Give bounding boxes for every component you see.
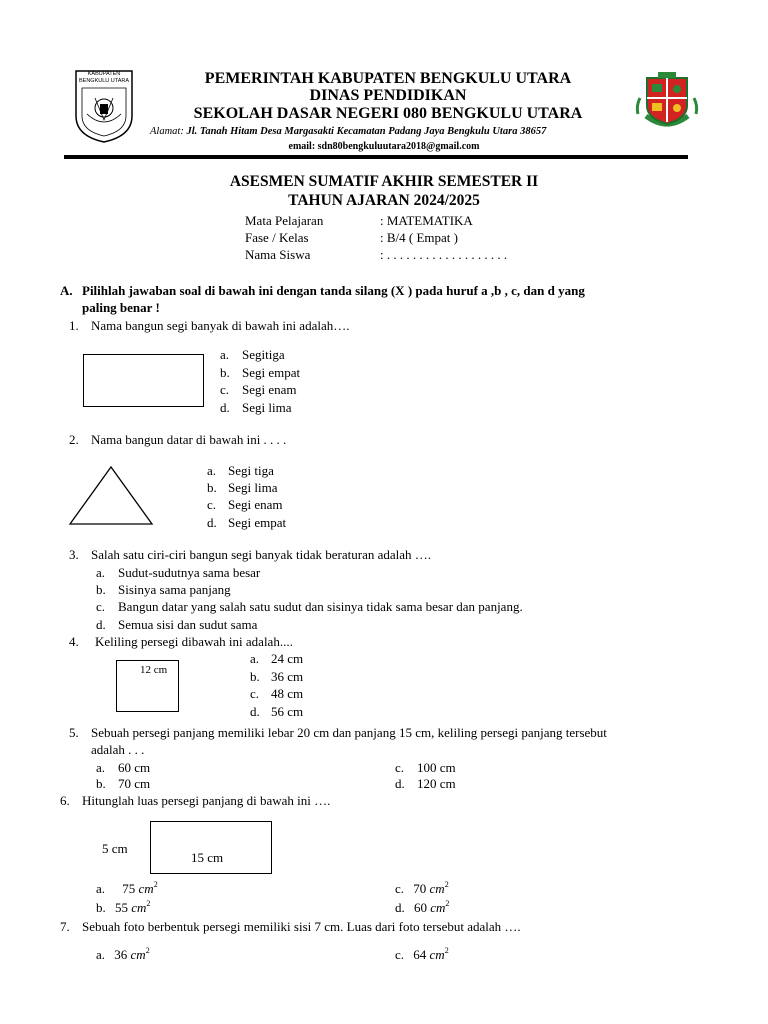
q4-opt-c-text: 48 cm — [271, 686, 304, 701]
q6-opt-a — [96, 880, 158, 897]
q5-opt-d-text: 120 cm — [417, 776, 456, 791]
q7-opt-a-value: 36 — [114, 947, 128, 962]
q3-opt-c-text: Bangun datar yang salah satu sudut dan sisinya tidak sama besar dan panjang. — [118, 599, 523, 614]
q6-opt-d-letter: d. — [395, 900, 405, 915]
q6-opt-b — [96, 899, 150, 916]
q6-opt-c-value: 70 — [413, 881, 427, 896]
q3-text: Salah satu ciri-ciri bangun segi banyak tidak beraturan adalah …. — [91, 547, 432, 562]
q4-opt-a-letter: a. — [250, 651, 260, 666]
q2-opt-b-letter: b. — [207, 480, 217, 495]
q2-opt-d-letter: d. — [207, 515, 217, 530]
email-line: email: sdn80bengkuluutara2018@gmail.com — [288, 141, 480, 152]
exam-title: ASESMEN SUMATIF AKHIR SEMESTER II — [229, 173, 539, 190]
q3-opt-a-text: Sudut-sudutnya sama besar — [118, 565, 261, 580]
q7-opt-a-letter: a. — [96, 947, 106, 962]
q7-opt-c — [395, 946, 449, 963]
q5-opt-b-text: 70 cm — [118, 776, 151, 791]
q2-opt-a-text: Segi tiga — [228, 463, 274, 478]
q6-opt-b-value: 55 — [115, 900, 128, 915]
info-value-name: : . . . . . . . . . . . . . . . . . . . — [380, 247, 508, 262]
q5-opt-a-letter: a. — [96, 760, 106, 775]
q4-opt-b-letter: b. — [250, 669, 260, 684]
q1-text: Nama bangun segi banyak di bawah ini adalah…. — [91, 318, 350, 333]
q5-opt-c-letter: c. — [395, 760, 405, 775]
q6-opt-a-unit: cm — [138, 881, 154, 896]
q3-opt-d-text: Semua sisi dan sudut sama — [118, 617, 258, 632]
q7-opt-c-exp: 2 — [444, 946, 449, 955]
q2-opt-b-text: Segi lima — [228, 480, 278, 495]
q1-opt-c-text: Segi enam — [242, 382, 297, 397]
q6-inner-label: 15 cm — [191, 850, 224, 865]
q6-opt-d — [395, 899, 449, 916]
q4-side-label: 12 cm — [140, 664, 168, 676]
q6-opt-c-letter: c. — [395, 881, 405, 896]
q6-number: 6. — [60, 793, 70, 808]
q3-opt-b-text: Sisinya sama panjang — [118, 582, 231, 597]
q6-opt-a-value: 75 — [122, 881, 136, 896]
q4-opt-d-text: 56 cm — [271, 704, 304, 719]
q7-number: 7. — [60, 919, 70, 934]
q6-side-label: 5 cm — [102, 841, 128, 856]
q2-opt-d-text: Segi empat — [228, 515, 287, 530]
q4-opt-b-text: 36 cm — [271, 669, 304, 684]
q6-text: Hitunglah luas persegi panjang di bawah ini …. — [82, 793, 331, 808]
q7-opt-a-exp: 2 — [145, 946, 150, 955]
q1-number: 1. — [69, 318, 79, 333]
q5-opt-a-text: 60 cm — [118, 760, 151, 775]
header-divider — [64, 155, 688, 159]
q6-opt-c-exp: 2 — [444, 880, 449, 889]
q4-opt-c-letter: c. — [250, 686, 260, 701]
q1-opt-c-letter: c. — [220, 382, 230, 397]
q3-number: 3. — [69, 547, 79, 562]
section-a-line2: paling benar ! — [82, 300, 160, 315]
q5-opt-d-letter: d. — [395, 776, 405, 791]
info-label-name: Nama Siswa — [245, 247, 311, 262]
q1-opt-d-letter: d. — [220, 400, 230, 415]
q6-opt-a-letter: a. — [96, 881, 106, 896]
q6-opt-d-value: 60 — [414, 900, 427, 915]
q6-opt-c-unit: cm — [429, 881, 445, 896]
gov-title: PEMERINTAH KABUPATEN BENGKULU UTARA — [204, 70, 572, 87]
q3-opt-a-letter: a. — [96, 565, 106, 580]
q1-opt-b-text: Segi empat — [242, 365, 301, 380]
q7-opt-a — [96, 946, 150, 963]
q2-text: Nama bangun datar di bawah ini . . . . — [91, 432, 287, 447]
q6-opt-b-unit: cm — [131, 900, 147, 915]
address-label: Alamat: — [150, 126, 184, 137]
logo-left-text-1: KABUPATEN — [87, 71, 121, 77]
q5-opt-b-letter: b. — [96, 776, 106, 791]
q2-opt-c-text: Segi enam — [228, 497, 283, 512]
q5-number: 5. — [69, 725, 79, 740]
q4-opt-d-letter: d. — [250, 704, 260, 719]
q2-number: 2. — [69, 432, 79, 447]
q3-opt-c-letter: c. — [96, 599, 106, 614]
q6-opt-b-exp: 2 — [146, 899, 151, 908]
q6-opt-d-exp: 2 — [445, 899, 450, 908]
q2-triangle-figure — [68, 465, 154, 527]
q6-opt-d-unit: cm — [430, 900, 446, 915]
q1-rectangle-figure — [83, 354, 204, 407]
q1-opt-b-letter: b. — [220, 365, 230, 380]
dept-title: DINAS PENDIDIKAN — [309, 87, 467, 104]
q7-opt-c-unit: cm — [429, 947, 445, 962]
info-label-subject: Mata Pelajaran — [245, 213, 324, 228]
info-label-class: Fase / Kelas — [245, 230, 309, 245]
q3-opt-d-letter: d. — [96, 617, 106, 632]
q5-line2: adalah . . . — [91, 742, 145, 757]
q3-opt-b-letter: b. — [96, 582, 106, 597]
q5-line1: Sebuah persegi panjang memiliki lebar 20 cm dan panjang 15 cm, keliling persegi panjang tersebut — [91, 725, 607, 740]
q6-opt-c — [395, 880, 449, 897]
q1-opt-a-letter: a. — [220, 347, 230, 362]
q4-text: Keliling persegi dibawah ini adalah.... — [95, 634, 293, 649]
school-title: SEKOLAH DASAR NEGERI 080 BENGKULU UTARA — [193, 105, 583, 122]
logo-left-text-2: BENGKULU UTARA — [78, 78, 130, 84]
q4-opt-a-text: 24 cm — [271, 651, 304, 666]
q2-opt-a-letter: a. — [207, 463, 217, 478]
q7-text: Sebuah foto berbentuk persegi memiliki sisi 7 cm. Luas dari foto tersebut adalah …. — [82, 919, 521, 934]
q5-opt-c-text: 100 cm — [417, 760, 456, 775]
q7-opt-c-letter: c. — [395, 947, 405, 962]
q2-opt-c-letter: c. — [207, 497, 217, 512]
info-value-subject: : MATEMATIKA — [380, 213, 473, 228]
address-text: Jl. Tanah Hitam Desa Margasakti Kecamatan Padang Jaya Bengkulu Utara 38657 — [186, 126, 547, 137]
q7-opt-a-unit: cm — [130, 947, 146, 962]
section-a-line1: Pilihlah jawaban soal di bawah ini dengan tanda silang (X ) pada huruf a ,b , c, dan d yang — [82, 283, 585, 298]
q1-opt-d-text: Segi lima — [242, 400, 292, 415]
exam-year: TAHUN AJARAN 2024/2025 — [288, 192, 480, 209]
q6-opt-a-exp: 2 — [153, 880, 158, 889]
q1-opt-a-text: Segitiga — [242, 347, 285, 362]
q7-opt-c-value: 64 — [413, 947, 427, 962]
address-line — [150, 126, 546, 137]
section-a-marker: A. — [60, 283, 73, 298]
info-value-class: : B/4 ( Empat ) — [380, 230, 458, 245]
q4-number: 4. — [69, 634, 79, 649]
q6-rectangle-figure — [150, 821, 272, 874]
q6-opt-b-letter: b. — [96, 900, 106, 915]
